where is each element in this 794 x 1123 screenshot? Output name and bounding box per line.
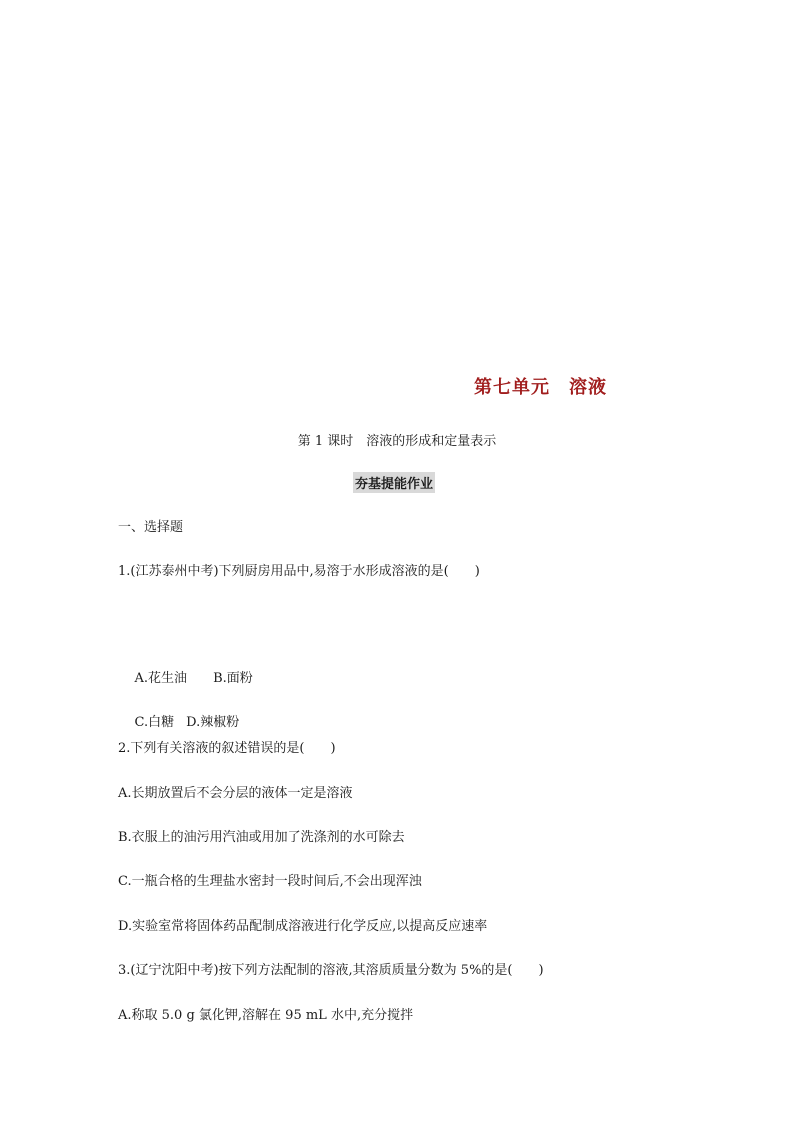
question-1-option-c: C.白糖	[134, 715, 175, 730]
question-2-option-b: B.衣服上的油污用汽油或用加了洗涤剂的水可除去	[118, 830, 405, 845]
section-badge: 夯基提能作业	[353, 472, 435, 493]
lesson-title: 第 1 课时 溶液的形成和定量表示	[297, 434, 497, 449]
question-1-option-b: B.面粉	[213, 671, 253, 686]
question-3-stem: 3.(辽宁沈阳中考)按下列方法配制的溶液,其溶质质量分数为 5%的是( )	[118, 963, 544, 978]
question-1-stem: 1.(江苏泰州中考)下列厨房用品中,易溶于水形成溶液的是( )	[118, 564, 480, 579]
question-2-stem: 2.下列有关溶液的叙述错误的是( )	[118, 741, 336, 756]
question-2-option-a: A.长期放置后不会分层的液体一定是溶液	[118, 786, 353, 801]
unit-title: 第七单元 溶液	[474, 377, 607, 398]
question-2-option-c: C.一瓶合格的生理盐水密封一段时间后,不会出现浑浊	[118, 874, 422, 889]
section-heading: 一、选择题	[118, 520, 184, 535]
question-1-option-d: D.辣椒粉	[186, 715, 240, 730]
question-2-option-d: D.实验室常将固体药品配制成溶液进行化学反应,以提高反应速率	[118, 919, 488, 934]
question-3-option-a: A.称取 5.0 g 氯化钾,溶解在 95 mL 水中,充分搅拌	[118, 1008, 414, 1023]
question-1-option-a: A.花生油	[134, 671, 188, 686]
